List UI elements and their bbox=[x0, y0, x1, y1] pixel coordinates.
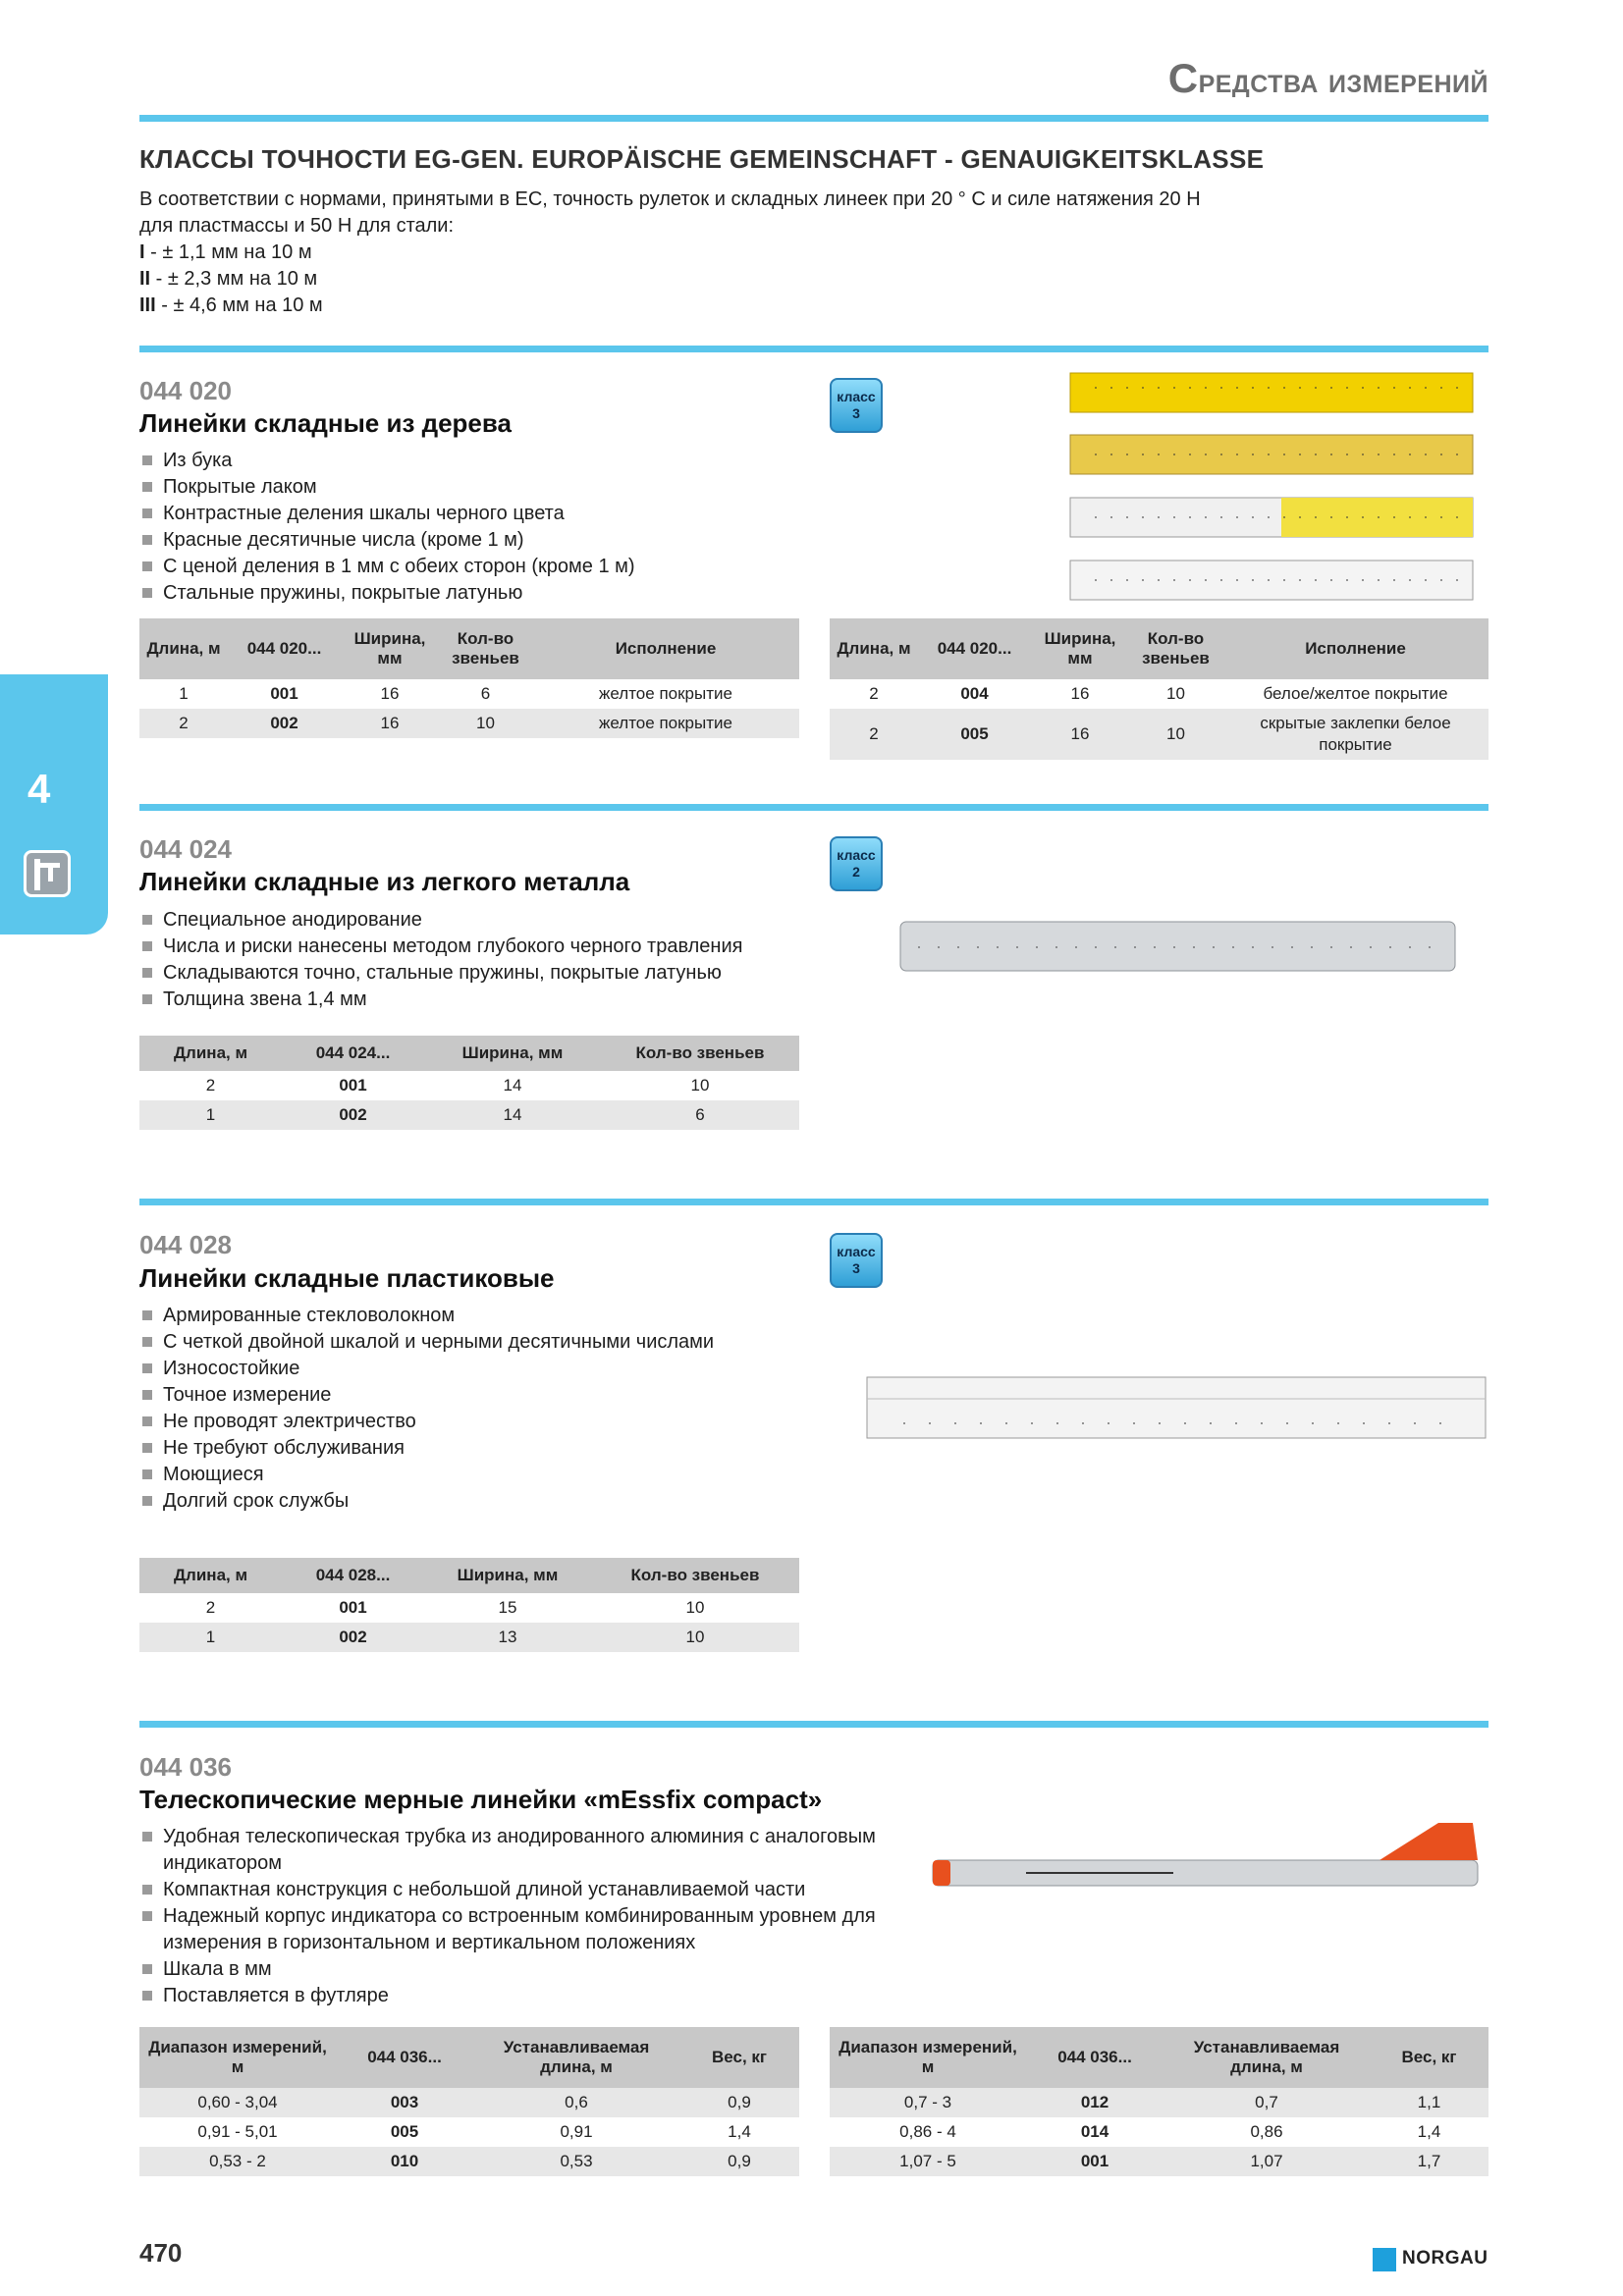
column-header: Длина, м bbox=[139, 1036, 282, 1071]
table-row: 1 001 16 6 желтое покрытие bbox=[179, 684, 732, 703]
feature-item: Красные десятичные числа (кроме 1 м) bbox=[139, 527, 635, 554]
column-header: 044 028... bbox=[282, 1558, 424, 1593]
feature-item: Компактная конструкция с небольшой длиной устанавливаемой части bbox=[139, 1877, 886, 1903]
column-header: Кол-во звеньев bbox=[601, 1036, 799, 1071]
page-header-first-letter: С bbox=[1167, 55, 1199, 101]
table-row: 0,91 - 5,01 005 0,91 1,4 bbox=[197, 2122, 751, 2141]
feature-item: Контрастные деления шкалы черного цвета bbox=[139, 501, 635, 527]
intro-text bbox=[139, 187, 1318, 319]
feature-item: Не требуют обслуживания bbox=[139, 1435, 714, 1462]
feature-item: Стальные пружины, покрытые латунью bbox=[139, 580, 635, 607]
spec-table bbox=[139, 618, 799, 738]
spec-table bbox=[830, 618, 1488, 760]
feature-list bbox=[139, 907, 742, 1013]
feature-list bbox=[139, 1824, 886, 2009]
column-header: Длина, м bbox=[139, 618, 228, 679]
table-row: 1 002 14 6 bbox=[139, 1100, 799, 1130]
feature-item: Не проводят электричество bbox=[139, 1409, 714, 1435]
column-header: Кол-во звеньев bbox=[1129, 618, 1222, 679]
section-rule bbox=[139, 346, 1488, 352]
column-header: Длина, м bbox=[139, 1558, 282, 1593]
chapter-number: 4 bbox=[27, 766, 51, 812]
table-row: 2 001 14 10 bbox=[205, 1076, 710, 1095]
section-code: 044 024 bbox=[139, 834, 232, 864]
column-header: Длина, м bbox=[830, 618, 918, 679]
column-header: 044 020... bbox=[918, 618, 1031, 679]
accuracy-class-badge: класс 2 bbox=[830, 836, 883, 891]
feature-item: Покрытые лаком bbox=[139, 474, 635, 501]
section-title: Линейки складные из легкого металла bbox=[139, 867, 630, 896]
column-header: Ширина, мм bbox=[424, 1558, 591, 1593]
brand-logo-icon bbox=[1373, 2248, 1396, 2271]
section-title: Линейки складные из дерева bbox=[139, 408, 512, 438]
feature-item: Надежный корпус индикатора со встроенным комбинированным уровнем для измерения в горизонтальном и вертикальном положениях bbox=[139, 1903, 886, 1956]
column-header: 044 036... bbox=[1026, 2027, 1163, 2088]
feature-list bbox=[139, 448, 635, 607]
page-header-title bbox=[1168, 55, 1488, 102]
section-code: 044 036 bbox=[139, 1752, 232, 1782]
caliper-icon bbox=[24, 850, 71, 897]
feature-item: Из бука bbox=[139, 448, 635, 474]
column-header: 044 024... bbox=[282, 1036, 424, 1071]
table-row: 0,86 - 4 014 0,86 1,4 bbox=[899, 2122, 1441, 2141]
feature-item: Долгий срок службы bbox=[139, 1488, 714, 1515]
column-header: Исполнение bbox=[532, 618, 799, 679]
column-header: Ширина, мм bbox=[341, 618, 439, 679]
wooden-rulers-image bbox=[1065, 368, 1478, 609]
telescopic-ruler-image bbox=[928, 1811, 1492, 1909]
column-header: Устанавливаемая длина, м bbox=[473, 2027, 679, 2088]
table-row: 2 001 15 10 bbox=[205, 1598, 705, 1617]
table-row: 0,7 - 3 012 0,7 1,1 bbox=[830, 2088, 1488, 2117]
page-header-rest: редства измерений bbox=[1198, 62, 1488, 100]
section-rule bbox=[139, 1721, 1488, 1728]
table-row: 1 002 13 10 bbox=[139, 1623, 799, 1652]
spec-table bbox=[139, 2027, 799, 2176]
section-title: Линейки складные пластиковые bbox=[139, 1263, 555, 1293]
feature-item: Поставляется в футляре bbox=[139, 1983, 886, 2009]
feature-item: С ценой деления в 1 мм с обеих сторон (кроме 1 м) bbox=[139, 554, 635, 580]
plastic-ruler-image bbox=[864, 1369, 1492, 1448]
column-header: Диапазон измерений, м bbox=[830, 2027, 1026, 2088]
section-code: 044 020 bbox=[139, 376, 232, 405]
feature-item: Складываются точно, стальные пружины, покрытые латунью bbox=[139, 960, 742, 987]
feature-item: С четкой двойной шкалой и черными десятичными числами bbox=[139, 1329, 714, 1356]
metal-ruler-image bbox=[898, 918, 1458, 977]
spec-table bbox=[139, 1036, 799, 1130]
section-title: Телескопические мерные линейки «mEssfix compact» bbox=[139, 1785, 823, 1814]
class-line-3: III - ± 4,6 мм на 10 м bbox=[139, 294, 323, 316]
spec-table bbox=[830, 2027, 1488, 2176]
column-header: Диапазон измерений, м bbox=[139, 2027, 336, 2088]
column-header: Исполнение bbox=[1222, 618, 1488, 679]
page-number: 470 bbox=[139, 2238, 183, 2268]
feature-item: Моющиеся bbox=[139, 1462, 714, 1488]
section-rule bbox=[139, 1199, 1488, 1205]
brand-name: NORGAU bbox=[1402, 2248, 1488, 2269]
table-row: 1,07 - 5 001 1,07 1,7 bbox=[830, 2147, 1488, 2176]
feature-item: Точное измерение bbox=[139, 1382, 714, 1409]
feature-item: Армированные стекловолокном bbox=[139, 1303, 714, 1329]
column-header: Ширина, мм bbox=[1031, 618, 1129, 679]
section-rule bbox=[139, 804, 1488, 811]
feature-item: Износостойкие bbox=[139, 1356, 714, 1382]
intro-title: КЛАССЫ ТОЧНОСТИ EG-GEN. EUROPÄISCHE GEMEINSCHAFT - GENAUIGKEITSKLASSE bbox=[139, 144, 1265, 174]
column-header: Ширина, мм bbox=[424, 1036, 601, 1071]
table-row: 0,53 - 2 010 0,53 0,9 bbox=[139, 2147, 799, 2176]
feature-item: Удобная телескопическая трубка из анодированного алюминия с аналоговым индикатором bbox=[139, 1824, 886, 1877]
table-row: 2 004 16 10 белое/желтое покрытие bbox=[869, 684, 1448, 703]
feature-item: Специальное анодирование bbox=[139, 907, 742, 934]
table-row: 2 005 16 10 скрытые заклепки белое покрытие bbox=[830, 709, 1488, 760]
accuracy-class-badge: класс 3 bbox=[830, 378, 883, 433]
column-header: 044 020... bbox=[228, 618, 341, 679]
class-line-1: I - ± 1,1 мм на 10 м bbox=[139, 241, 312, 263]
feature-item: Шкала в мм bbox=[139, 1956, 886, 1983]
accuracy-class-badge: класс 3 bbox=[830, 1233, 883, 1288]
section-code: 044 028 bbox=[139, 1230, 232, 1259]
spec-table bbox=[139, 1558, 799, 1652]
table-row: 2 002 16 10 желтое покрытие bbox=[139, 709, 799, 738]
intro-line-2: для пластмассы и 50 Н для стали: bbox=[139, 215, 455, 237]
header-rule bbox=[139, 115, 1488, 122]
column-header: Кол-во звеньев bbox=[591, 1558, 799, 1593]
intro-line-1: В соответствии с нормами, принятыми в ЕС, точность рулеток и складных линеек при 20 ° С и силе натяжения 20 Н bbox=[139, 188, 1201, 210]
column-header: Вес, кг bbox=[1370, 2027, 1488, 2088]
feature-list bbox=[139, 1303, 714, 1515]
feature-item: Толщина звена 1,4 мм bbox=[139, 987, 742, 1013]
column-header: Устанавливаемая длина, м bbox=[1163, 2027, 1370, 2088]
class-line-2: II - ± 2,3 мм на 10 м bbox=[139, 268, 318, 290]
table-row: 0,60 - 3,04 003 0,6 0,9 bbox=[139, 2088, 799, 2117]
column-header: 044 036... bbox=[336, 2027, 473, 2088]
column-header: Кол-во звеньев bbox=[439, 618, 532, 679]
column-header: Вес, кг bbox=[679, 2027, 799, 2088]
feature-item: Числа и риски нанесены методом глубокого черного травления bbox=[139, 934, 742, 960]
